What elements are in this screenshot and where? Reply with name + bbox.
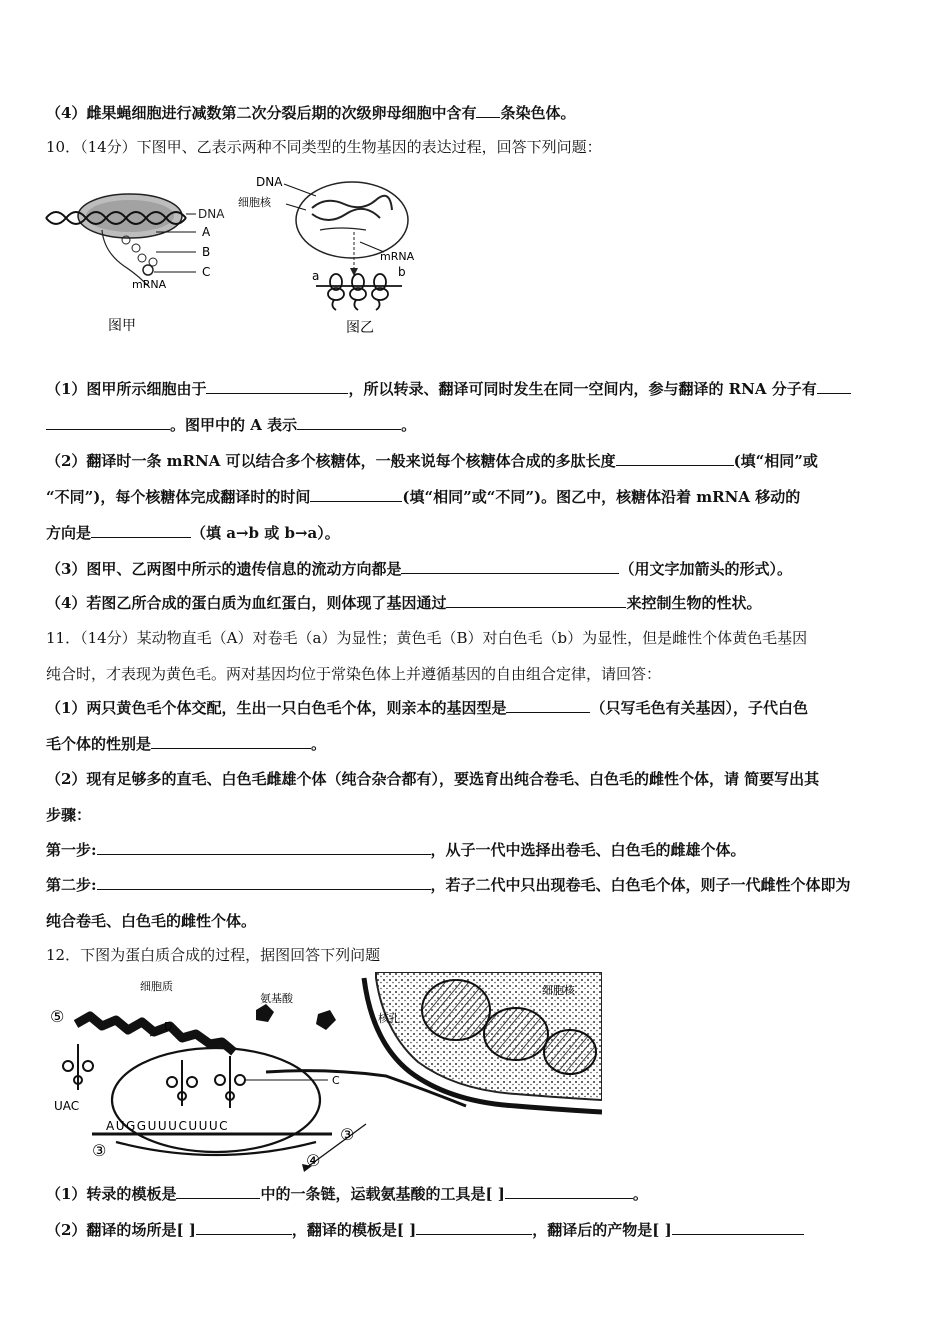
label-c-12: C (332, 1074, 340, 1087)
answer-blank[interactable] (91, 523, 191, 538)
label-cytoplasm: 细胞质 (140, 980, 173, 993)
q11-line2: 纯合时，才表现为黄色毛。两对基因均位于常染色体上并遵循基因的自由组合定律，请回答： (46, 665, 662, 683)
q11-step2-cont: 纯合卷毛、白色毛的雌性个体。 (46, 912, 257, 930)
label-amino-acid: 氨基酸 (260, 992, 293, 1005)
q12-p1: （1）转录的模板是 中的一条链，运载氨基酸的工具是[ ] 。 (46, 1185, 648, 1203)
label-uac: UAC (54, 1099, 80, 1113)
figure-yi (236, 168, 426, 343)
label-a: A (202, 225, 211, 239)
q10-p4: （4）若图乙所合成的蛋白质为血红蛋白，则体现了基因通过 来控制生物的性状。 (46, 594, 762, 612)
label-a-yi: a (312, 269, 320, 283)
label-3a: ③ (340, 1125, 355, 1144)
q11-step2: 第二步: ，若子二代中只出现卷毛、白色毛个体，则子一代雌性个体即为 (46, 876, 851, 894)
figure-jia (44, 182, 234, 342)
answer-blank[interactable] (46, 415, 170, 430)
q10-p1-line2: 。图甲中的 A 表示 。 (46, 415, 416, 435)
q11-line1: 11．（14分）某动物直毛（A）对卷毛（a）为显性；黄色毛（B）对白色毛（b）为显性，但是雌性个体黄色毛基因 (46, 629, 808, 647)
caption-yi: 图乙 (346, 320, 374, 336)
answer-blank[interactable] (446, 593, 626, 608)
q12-p2: （2）翻译的场所是[ ] ，翻译的模板是[ ] ，翻译后的产物是[ ] (46, 1220, 804, 1240)
label-pore: 核孔 (378, 1012, 400, 1025)
answer-blank[interactable] (310, 487, 402, 502)
label-5: ⑤ (50, 1007, 65, 1026)
label-b-yi: b (398, 265, 406, 279)
q9-part4-line: （4）雌果蝇细胞进行减数第二次分裂后期的次级卵母细胞中含有 条染色体。 (46, 104, 576, 122)
q11-step1: 第一步: ，从子一代中选择出卷毛、白色毛的雌雄个体。 (46, 841, 746, 859)
label-c: C (202, 265, 211, 279)
answer-blank[interactable] (505, 1184, 633, 1199)
answer-blank[interactable] (97, 840, 431, 855)
q11-p2-line2: 步骤： (46, 806, 92, 824)
answer-blank[interactable] (176, 1184, 260, 1199)
label-b: B (202, 245, 211, 259)
label-mrna: mRNA (132, 278, 167, 291)
label-dna-yi: DNA (256, 175, 283, 189)
q12-header: 12．下图为蛋白质合成的过程，据图回答下列问题 (46, 946, 381, 964)
answer-blank[interactable] (401, 559, 619, 574)
answer-blank[interactable] (196, 1220, 292, 1235)
q10-p2-line2: “不同”)，每个核糖体完成翻译时的时间 (填“相同”或“不同”)。图乙中，核糖体沿着 mRNA 移动的 (46, 488, 801, 506)
answer-blank[interactable] (476, 103, 500, 118)
label-4: ④ (306, 1151, 321, 1170)
label-nucleus-12: 细胞核 (542, 984, 575, 997)
answer-blank[interactable] (672, 1220, 804, 1235)
label-3b: ③ (92, 1141, 107, 1160)
q10-p1-line1: （1）图甲所示细胞由于 ，所以转录、翻译可同时发生在同一空间内，参与翻译的 RNA 分子有 (46, 379, 851, 399)
q10-p2-line3: 方向是 （填 a→b 或 b→a）。 (46, 524, 340, 542)
q11-p2-line1: （2）现有足够多的直毛、白色毛雌雄个体（纯合杂合都有），要选育出纯合卷毛、白色毛的雌性个体，请 简要写出其 (46, 770, 820, 788)
label-dna: DNA (198, 207, 225, 221)
q10-p2-line1: （2）翻译时一条 mRNA 可以结合多个核糖体，一般来说每个核糖体合成的多肽长度 (填“相同”或 (46, 452, 818, 470)
q11-p1-line1: （1）两只黄色毛个体交配，生出一只白色毛个体，则亲本的基因型是 （只写毛色有关基因），子代白色 (46, 699, 808, 717)
answer-blank[interactable] (206, 379, 348, 394)
answer-blank[interactable] (297, 415, 401, 430)
answer-blank[interactable] (416, 1220, 532, 1235)
figure-protein-synthesis (46, 972, 602, 1172)
label-mrna-yi: mRNA (380, 250, 415, 263)
answer-blank[interactable] (817, 379, 851, 394)
label-d: D (164, 1020, 173, 1033)
answer-blank[interactable] (151, 734, 311, 749)
answer-blank[interactable] (616, 451, 734, 466)
label-nucleus: 细胞核 (238, 196, 271, 209)
label-codons: AUGGUUUCUUUC (106, 1119, 230, 1133)
q11-p1-line2: 毛个体的性别是 。 (46, 735, 327, 753)
answer-blank[interactable] (506, 698, 590, 713)
q10-header: 10．（14分）下图甲、乙表示两种不同类型的生物基因的表达过程，回答下列问题： (46, 138, 602, 156)
answer-blank[interactable] (97, 875, 431, 890)
q10-p3: （3）图甲、乙两图中所示的遗传信息的流动方向都是 （用文字加箭头的形式）。 (46, 560, 792, 578)
caption-jia: 图甲 (108, 318, 136, 334)
